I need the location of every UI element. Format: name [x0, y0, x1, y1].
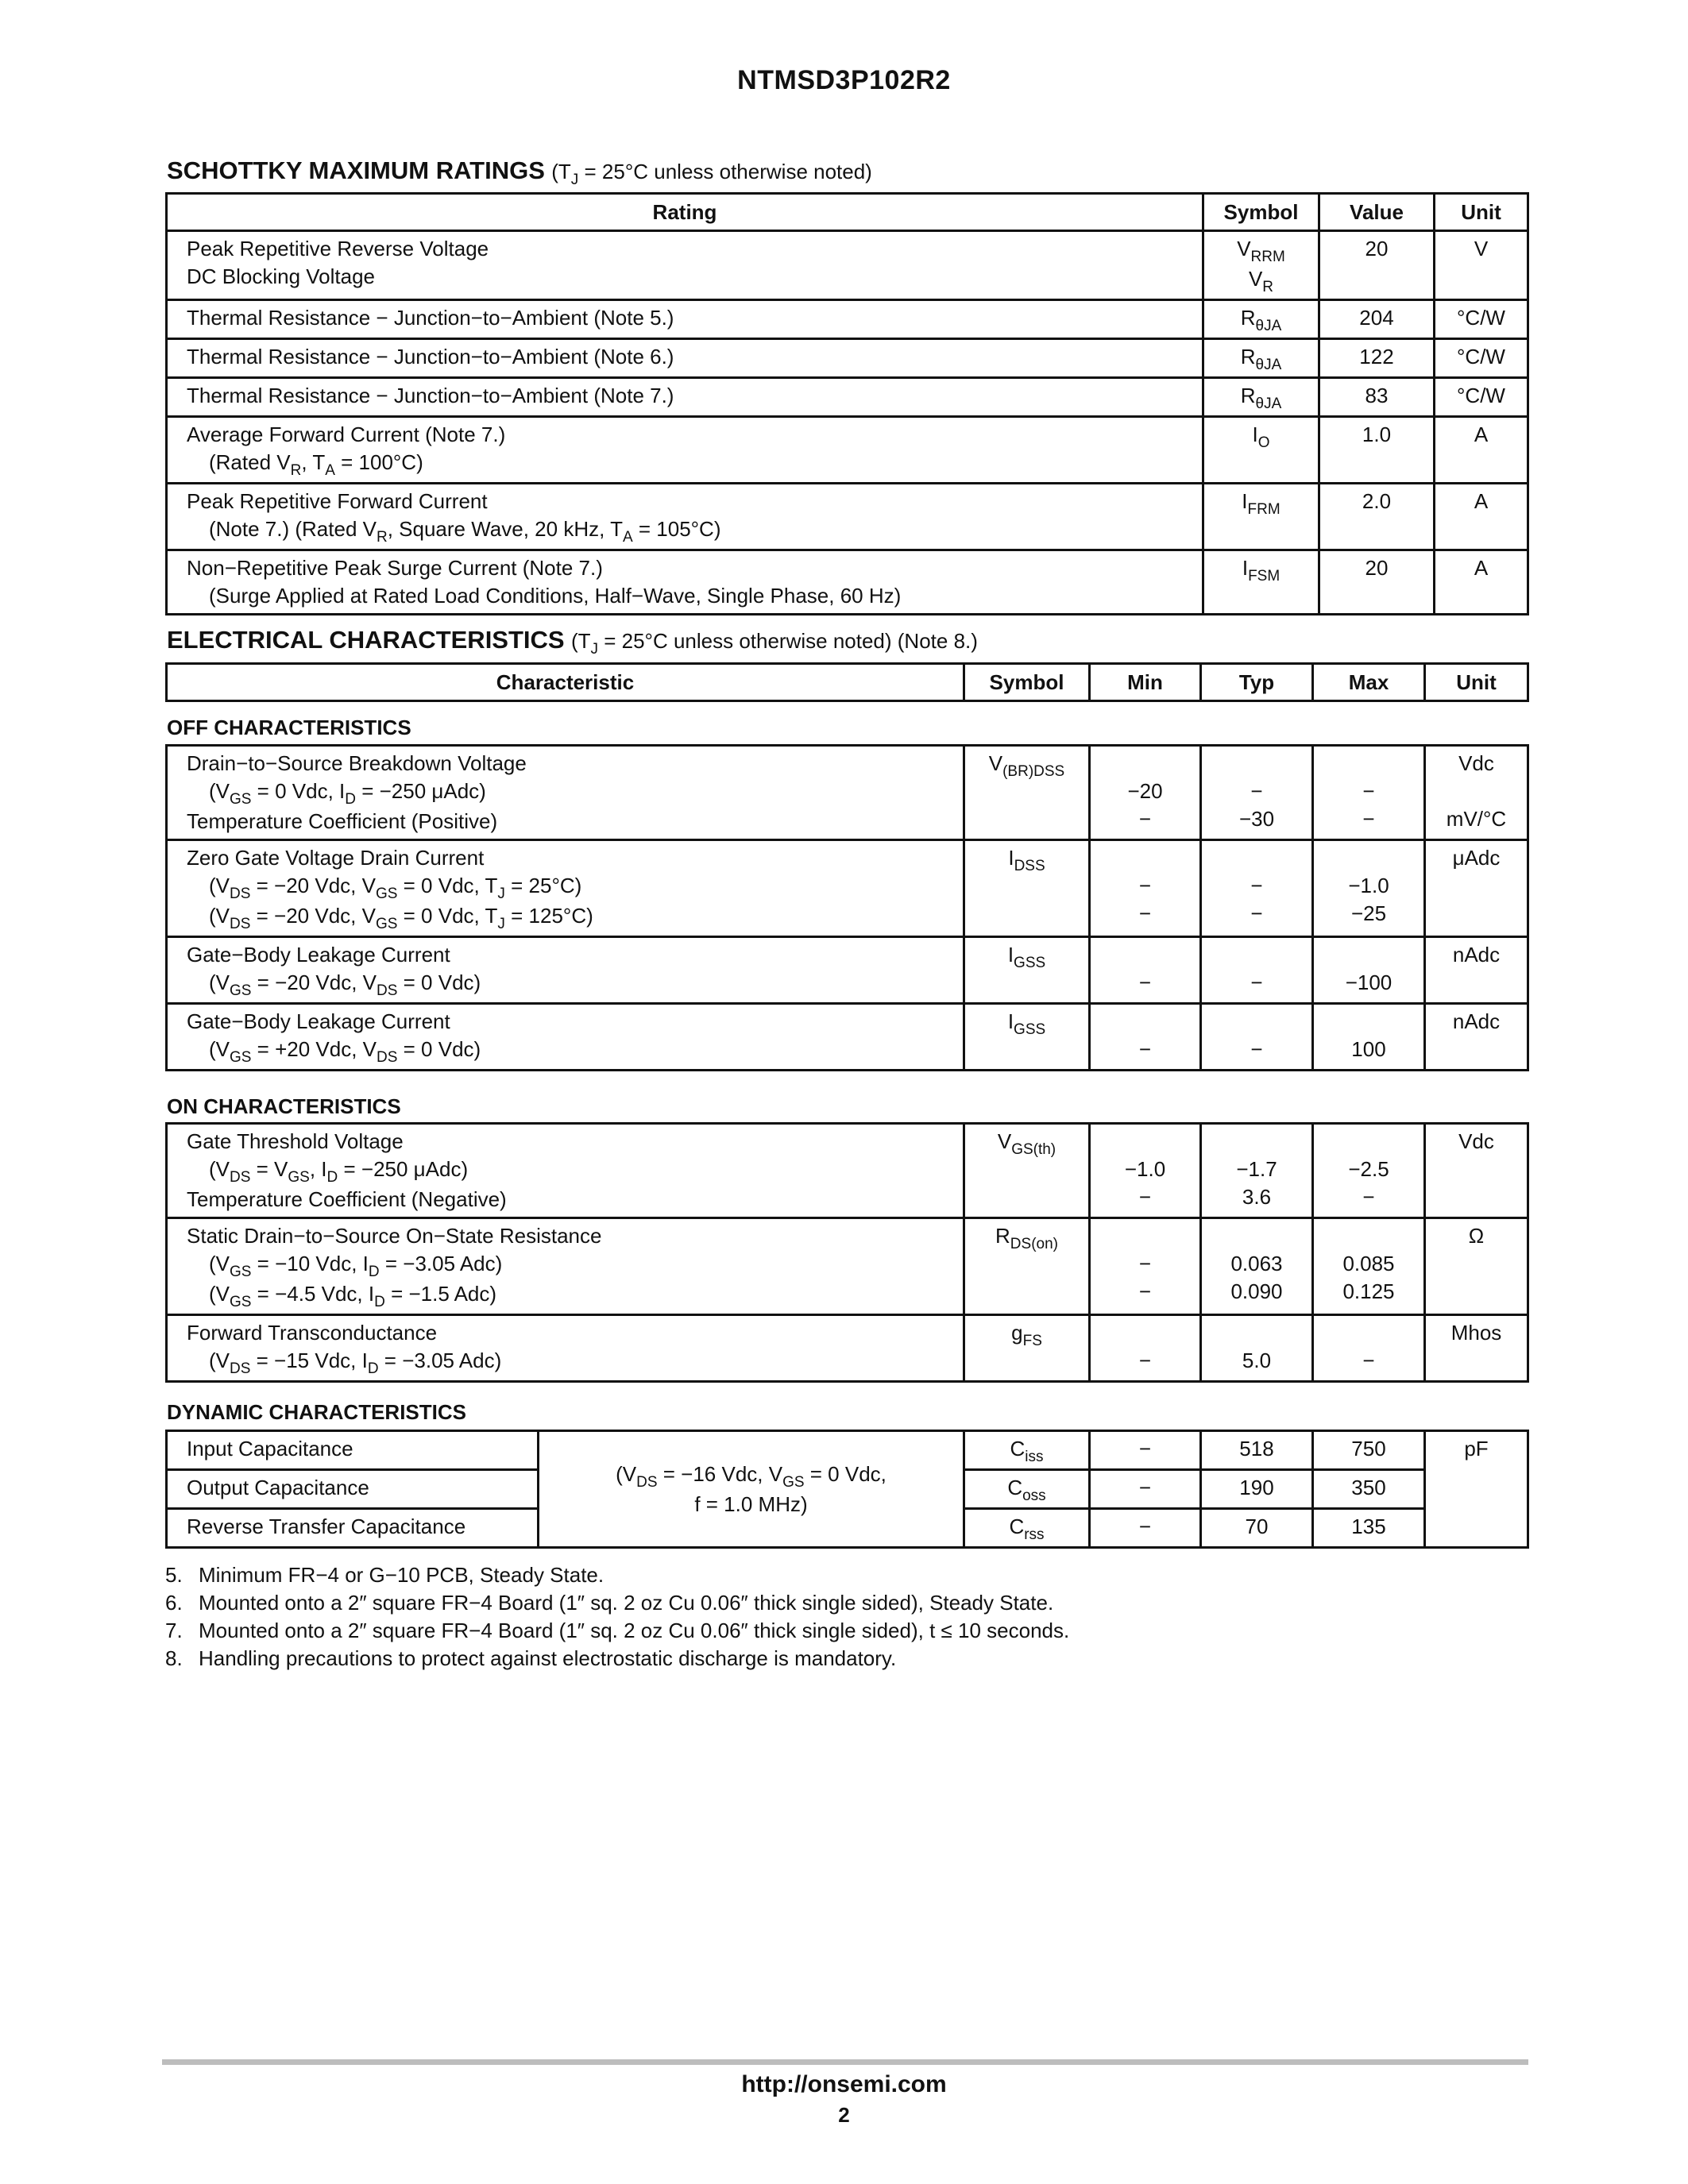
off-characteristics-label: OFF CHARACTERISTICS [167, 716, 411, 739]
header-symbol: Symbol [1203, 194, 1319, 231]
dynamic-characteristics-label: DYNAMIC CHARACTERISTICS [167, 1400, 466, 1424]
table-header-row [167, 664, 1528, 701]
unit: A [1435, 417, 1528, 484]
unit: A [1435, 550, 1528, 615]
min-value: − − [1090, 840, 1201, 937]
symbol: $I_{GSS}$ [964, 937, 1090, 1004]
characteristic-label: Gate Threshold Voltage [187, 1129, 404, 1153]
min-value: −20 − [1090, 746, 1201, 840]
dynamic-characteristics-table [165, 1430, 1529, 1549]
min-value: − [1090, 937, 1201, 1004]
rating-condition: (Rated $V_R$, $T_A = 100^\circ C$) [209, 450, 423, 479]
rating-label: Peak Repetitive Forward Current [187, 489, 488, 513]
value: 122 [1319, 339, 1435, 378]
value: 83 [1319, 378, 1435, 417]
max-value: − − [1313, 746, 1425, 840]
header-min: Min [1090, 664, 1201, 701]
value: 20 [1319, 550, 1435, 615]
table-row [167, 746, 1528, 840]
characteristic-condition: ($V_{DS} = -20$ Vdc, $V_{GS} = 0$ Vdc, $T_J = 25^\circ C$) [209, 874, 582, 902]
rating-label: Non−Repetitive Peak Surge Current (Note 7.) [187, 556, 603, 580]
rating-condition: (Surge Applied at Rated Load Conditions, Half−Wave, Single Phase, 60 Hz) [209, 584, 902, 608]
typ-value: −1.7 3.6 [1201, 1124, 1313, 1218]
unit: °C/W [1435, 378, 1528, 417]
characteristic-label: Zero Gate Voltage Drain Current [187, 846, 485, 870]
characteristic-label: Temperature Coefficient (Negative) [187, 1187, 507, 1211]
schottky-title: SCHOTTKY MAXIMUM RATINGS [167, 156, 545, 184]
page-title: NTMSD3P102R2 [737, 65, 951, 95]
table-header-row [167, 194, 1528, 231]
rating-label: DC Blocking Voltage [187, 264, 376, 288]
table-row [167, 231, 1528, 300]
rating-label: Peak Repetitive Reverse Voltage [187, 237, 489, 260]
typ-value: 190 [1201, 1470, 1313, 1509]
symbol: $V_{GS(th)}$ [964, 1124, 1090, 1218]
footnote: 8. Handling precautions to protect against electrostatic discharge is mandatory. [165, 1646, 897, 1670]
max-value: 350 [1313, 1470, 1425, 1509]
electrical-section-title [167, 626, 978, 658]
unit: pF [1425, 1431, 1528, 1548]
symbol: $V_{RRM}$ [1237, 237, 1285, 265]
rating-condition: (Note 7.) (Rated $V_R$, Square Wave, 20 kHz, $T_A = 105^\circ C$) [209, 517, 721, 546]
max-value: − [1313, 1315, 1425, 1382]
rating-label: Average Forward Current (Note 7.) [187, 423, 506, 446]
symbol: $I_O$ [1203, 417, 1319, 484]
typ-value: − [1201, 937, 1313, 1004]
electrical-conditions: ($T_J = 25^\circ C$ unless otherwise noted) (Note 8.) [570, 629, 978, 658]
footnote: 7. Mounted onto a 2″ square FR−4 Board (1″ sq. 2 oz Cu 0.06″ thick single sided), t ≤ 10 seconds. [165, 1619, 1070, 1642]
typ-value: − −30 [1201, 746, 1313, 840]
header-max: Max [1313, 664, 1425, 701]
unit: A [1435, 484, 1528, 550]
schottky-section-title [167, 156, 872, 188]
unit: °C/W [1435, 339, 1528, 378]
table-row [167, 937, 1528, 1004]
characteristic-label: Static Drain−to−Source On−State Resistance [187, 1224, 602, 1248]
characteristic-label: Input Capacitance [167, 1431, 539, 1470]
footer-divider [162, 2059, 1528, 2065]
symbol: $C_{oss}$ [964, 1470, 1090, 1509]
characteristic-condition: ($V_{DS} = -15$ Vdc, $I_D = -3.05$ Adc) [209, 1349, 502, 1377]
header-unit: Unit [1425, 664, 1528, 701]
max-value: −2.5 − [1313, 1124, 1425, 1218]
symbol: $R_{\theta JA}$ [1203, 378, 1319, 417]
typ-value: 5.0 [1201, 1315, 1313, 1382]
characteristic-label: Forward Transconductance [187, 1321, 438, 1345]
on-characteristics-table [165, 1122, 1529, 1383]
table-row [167, 1431, 1528, 1470]
max-value: 100 [1313, 1004, 1425, 1071]
table-row [167, 1004, 1528, 1071]
value: 2.0 [1319, 484, 1435, 550]
header-rating: Rating [167, 194, 1203, 231]
min-value: − [1090, 1470, 1201, 1509]
min-value: − [1090, 1431, 1201, 1470]
rating-label: Thermal Resistance − Junction−to−Ambient (Note 7.) [167, 378, 1203, 417]
page-number: 2 [838, 2103, 850, 2127]
characteristic-condition: ($V_{DS} = V_{GS}$, $I_D = -250$ μAdc) [209, 1157, 469, 1186]
characteristic-label: Output Capacitance [167, 1470, 539, 1509]
symbol: $R_{DS(on)}$ [964, 1218, 1090, 1315]
min-value: − − [1090, 1218, 1201, 1315]
unit: V [1435, 231, 1528, 300]
symbol: $I_{FRM}$ [1203, 484, 1319, 550]
rating-label: Thermal Resistance − Junction−to−Ambient (Note 5.) [167, 300, 1203, 339]
rating-label: Thermal Resistance − Junction−to−Ambient (Note 6.) [167, 339, 1203, 378]
header-value: Value [1319, 194, 1435, 231]
unit: Ω [1425, 1218, 1528, 1315]
unit: nAdc [1425, 1004, 1528, 1071]
on-characteristics-label: ON CHARACTERISTICS [167, 1094, 401, 1118]
characteristic-condition: ($V_{GS} = 0$ Vdc, $I_D = -250$ μAdc) [209, 779, 486, 808]
symbol: $R_{\theta JA}$ [1203, 300, 1319, 339]
characteristic-label: Temperature Coefficient (Positive) [187, 809, 498, 833]
min-value: − [1090, 1315, 1201, 1382]
table-row [167, 1315, 1528, 1382]
table-row [167, 300, 1528, 339]
table-row [167, 339, 1528, 378]
value: 1.0 [1319, 417, 1435, 484]
table-row [167, 378, 1528, 417]
table-row [167, 1218, 1528, 1315]
symbol: $I_{FSM}$ [1203, 550, 1319, 615]
header-symbol: Symbol [964, 664, 1090, 701]
min-value: −1.0 − [1090, 1124, 1201, 1218]
footnote: 6. Mounted onto a 2″ square FR−4 Board (1″ sq. 2 oz Cu 0.06″ thick single sided), Steady State. [165, 1591, 1054, 1615]
schottky-conditions: ($T_J = 25^\circ C$ unless otherwise noted) [551, 160, 872, 188]
characteristic-label: Gate−Body Leakage Current [187, 1009, 450, 1033]
characteristic-condition: ($V_{GS} = -20$ Vdc, $V_{DS} = 0$ Vdc) [209, 970, 481, 999]
unit: Vdc [1425, 1124, 1528, 1218]
symbol: $R_{\theta JA}$ [1203, 339, 1319, 378]
electrical-header-table [165, 662, 1529, 702]
typ-value: − [1201, 1004, 1313, 1071]
symbol: $g_{FS}$ [964, 1315, 1090, 1382]
footnote: 5. Minimum FR−4 or G−10 PCB, Steady State. [165, 1563, 605, 1587]
symbol: $C_{iss}$ [964, 1431, 1090, 1470]
symbol: $V_{(BR)DSS}$ [964, 746, 1090, 840]
symbol: $C_{rss}$ [964, 1509, 1090, 1548]
value: 204 [1319, 300, 1435, 339]
unit: °C/W [1435, 300, 1528, 339]
header-characteristic: Characteristic [167, 664, 964, 701]
unit: nAdc [1425, 937, 1528, 1004]
typ-value: 0.063 0.090 [1201, 1218, 1313, 1315]
min-value: − [1090, 1004, 1201, 1071]
test-conditions: ($V_{DS} = -16$ Vdc, $V_{GS} = 0$ Vdc, f = 1.0 MHz) [539, 1431, 964, 1548]
unit: Vdc mV/°C [1425, 746, 1528, 840]
footnotes [165, 1561, 1069, 1673]
characteristic-label: Gate−Body Leakage Current [187, 943, 450, 967]
min-value: − [1090, 1509, 1201, 1548]
symbol: $V_R$ [1248, 267, 1274, 295]
symbol: $I_{GSS}$ [964, 1004, 1090, 1071]
max-value: 135 [1313, 1509, 1425, 1548]
symbol: $I_{DSS}$ [964, 840, 1090, 937]
max-value: −100 [1313, 937, 1425, 1004]
header-unit: Unit [1435, 194, 1528, 231]
table-row [167, 550, 1528, 615]
characteristic-condition: ($V_{GS} = -4.5$ Vdc, $I_D = -1.5$ Adc) [209, 1282, 497, 1310]
table-row [167, 1124, 1528, 1218]
characteristic-condition: ($V_{GS} = +20$ Vdc, $V_{DS} = 0$ Vdc) [209, 1037, 481, 1066]
table-row [167, 840, 1528, 937]
table-row [167, 417, 1528, 484]
typ-value: 518 [1201, 1431, 1313, 1470]
characteristic-condition: ($V_{GS} = -10$ Vdc, $I_D = -3.05$ Adc) [209, 1252, 503, 1280]
characteristic-label: Reverse Transfer Capacitance [167, 1509, 539, 1548]
max-value: −1.0 −25 [1313, 840, 1425, 937]
header-typ: Typ [1201, 664, 1313, 701]
footer-url-link[interactable]: http://onsemi.com [741, 2071, 947, 2097]
characteristic-label: Drain−to−Source Breakdown Voltage [187, 751, 527, 775]
value: 20 [1319, 231, 1435, 300]
max-value: 750 [1313, 1431, 1425, 1470]
typ-value: − − [1201, 840, 1313, 937]
table-row [167, 484, 1528, 550]
unit: Mhos [1425, 1315, 1528, 1382]
unit: μAdc [1425, 840, 1528, 937]
off-characteristics-table [165, 744, 1529, 1071]
electrical-title: ELECTRICAL CHARACTERISTICS [167, 626, 565, 654]
max-value: 0.085 0.125 [1313, 1218, 1425, 1315]
characteristic-condition: ($V_{DS} = -20$ Vdc, $V_{GS} = 0$ Vdc, $T_J = 125^\circ C$) [209, 904, 593, 932]
schottky-ratings-table [165, 192, 1529, 615]
typ-value: 70 [1201, 1509, 1313, 1548]
